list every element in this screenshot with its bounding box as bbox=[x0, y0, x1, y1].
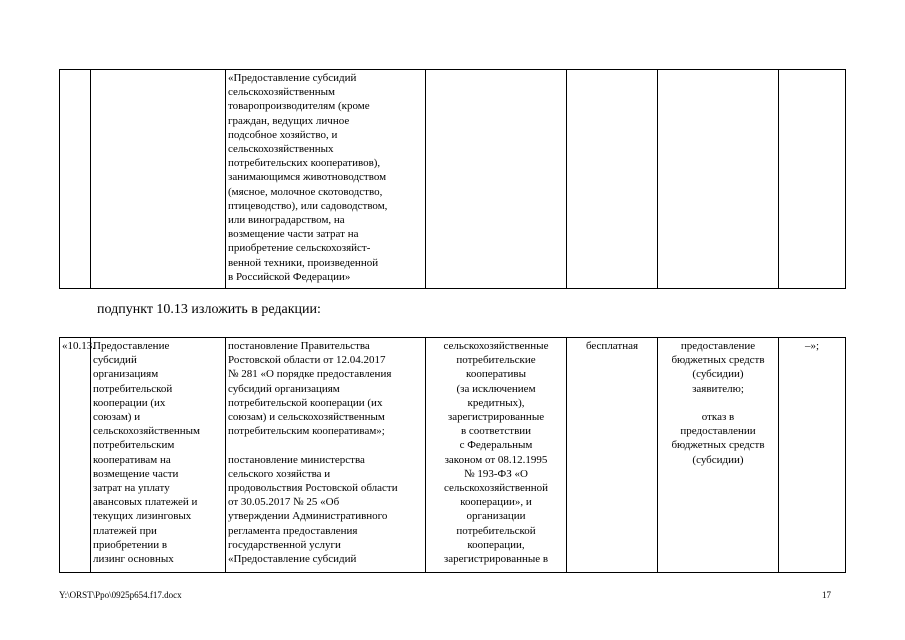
cell-note bbox=[779, 70, 846, 289]
cell-fee: бесплатная bbox=[567, 338, 658, 573]
cell-result bbox=[658, 70, 779, 289]
footer-file-path: Y:\ORST\Ppo\0925p654.f17.docx bbox=[59, 590, 182, 600]
table-row bbox=[60, 338, 846, 573]
table-row bbox=[60, 70, 846, 289]
cell-number: «10.13. bbox=[60, 338, 91, 573]
cell-note: –»; bbox=[779, 338, 846, 573]
cell-applicants: сельскохозяйственные потребительские кооперативы (за исключением кредитных), зарегистрированные в соответствии с Федеральным законом от 08.12.1995 № 193-ФЗ «О сельскохозяйственной кооперации», и организации потребительской кооперации, зарегистрированные в bbox=[426, 338, 567, 573]
cell-fee bbox=[567, 70, 658, 289]
cell-service-name bbox=[91, 70, 226, 289]
cell-result: предоставление бюджетных средств (субсидии) заявителю; отказ в предоставлении бюджетных средств (субсидии) bbox=[658, 338, 779, 573]
amended-table bbox=[59, 337, 846, 573]
continuation-table bbox=[59, 69, 846, 289]
cell-service-name: Предоставление субсидий организациям потребительской кооперации (их союзам) и сельскохозяйственным потребительским кооперативам на возмещение части затрат на уплату авансовых платежей и текущих лизинговых платежей при приобретении в лизинг основных bbox=[91, 338, 226, 573]
amendment-intro-text: подпункт 10.13 изложить в редакции: bbox=[97, 302, 321, 317]
cell-number bbox=[60, 70, 91, 289]
cell-legal-basis: «Предоставление субсидий сельскохозяйственным товаропроизводителям (кроме граждан, ведущих личное подсобное хозяйство, и сельскохозяйственных потребительских кооперативов), занимающимся животноводством (мясное, молочное скотоводство, птицеводство), или садоводством, или виноградарством, на возмещение части затрат на приобретение сельскохозяйст- венной техники, произведенной в Российской Федерации» bbox=[226, 70, 426, 289]
cell-legal-basis: постановление Правительства Ростовской области от 12.04.2017 № 281 «О порядке предоставления субсидий организациям потребительской кооперации (их союзам) и сельскохозяйственным потребительским кооперативам»; постановление министерства сельского хозяйства и продовольствия Ростовской области от 30.05.2017 № 25 «Об утверждении Административного регламента предоставления государственной услуги «Предоставление субсидий bbox=[226, 338, 426, 573]
cell-applicants bbox=[426, 70, 567, 289]
footer-page-number: 17 bbox=[822, 590, 831, 600]
